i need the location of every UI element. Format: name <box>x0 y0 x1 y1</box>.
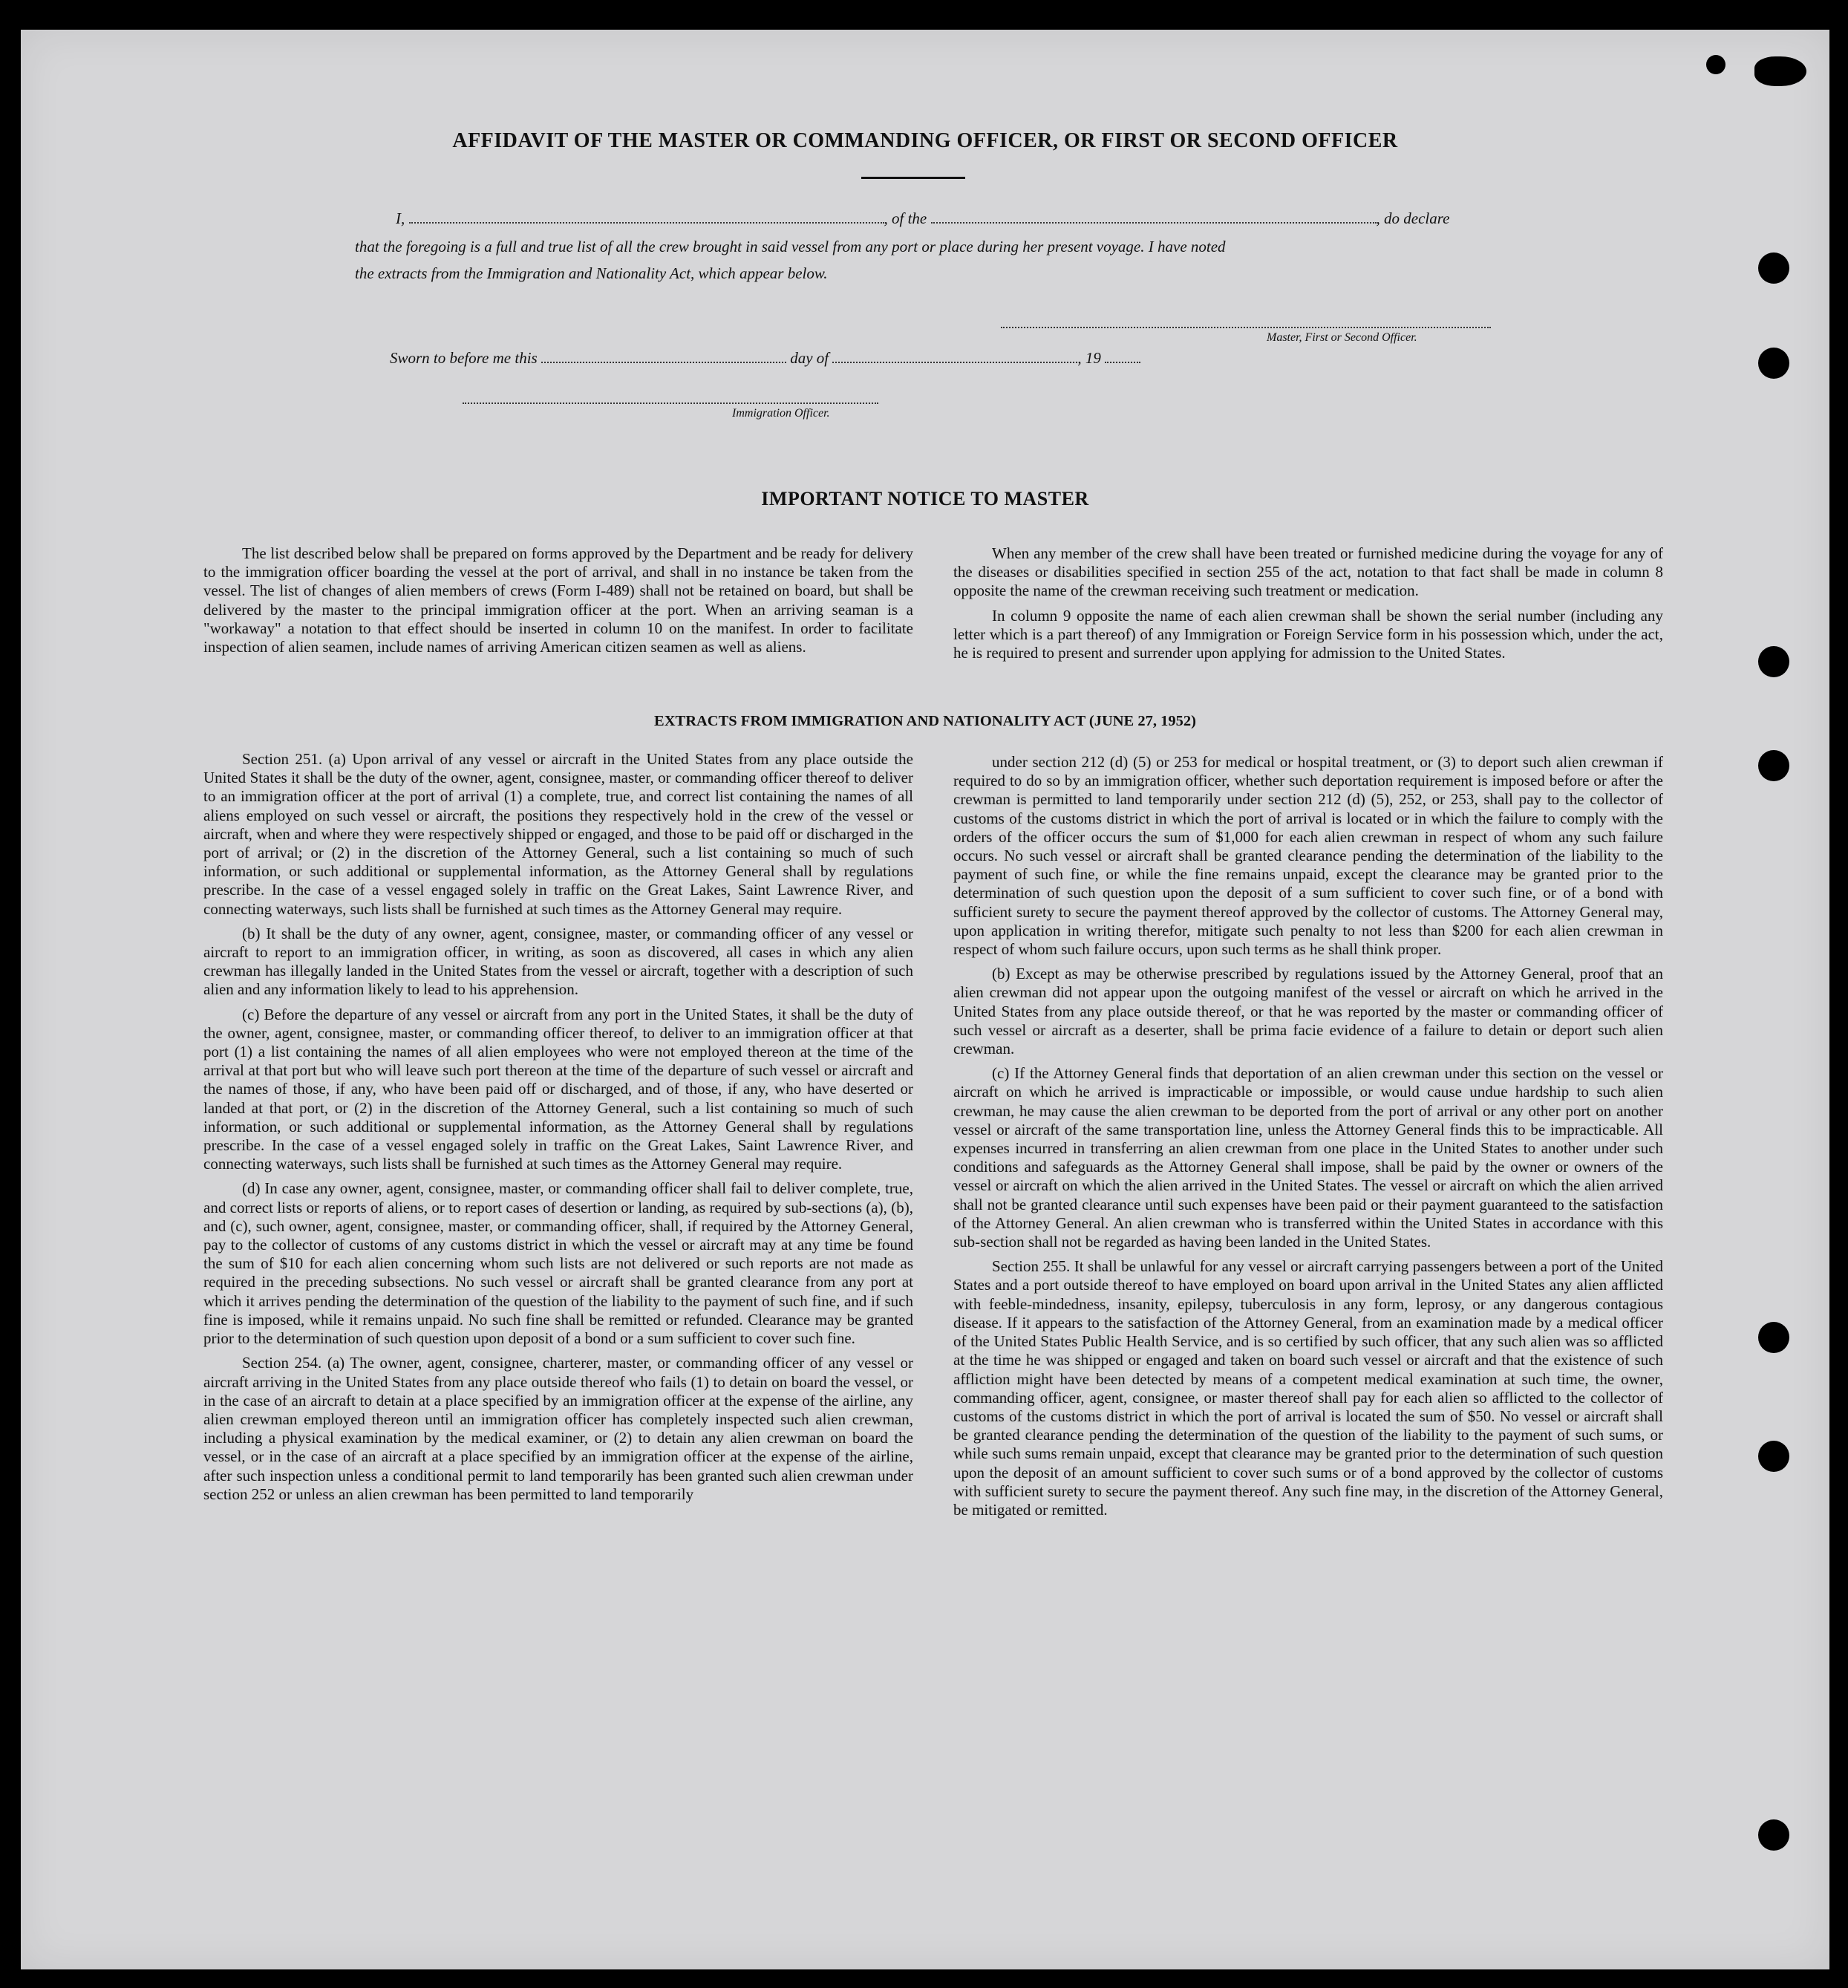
sworn-line <box>390 349 1140 368</box>
extract-paragraph: (b) Except as may be otherwise prescribed by regulations issued by the Attorney General, proof that an alien crewman did not appear upon the outgoing manifest of the vessel or aircraft on which he arrived in the United States from any place outside thereof, or that he was reported by the master or commanding officer of such vessel or aircraft as a deserter, shall be prima facie evidence of a failure to detain or deport such alien crewman. <box>953 965 1663 1058</box>
extracts-left-column <box>203 750 913 1510</box>
title-rule <box>861 177 965 179</box>
binder-hole <box>1758 252 1789 284</box>
notice-paragraph: In column 9 opposite the name of each alien crewman shall be shown the serial number (including any letter which is a part thereof) of any Immigration or Foreign Service form in his possession which, under the act, he is required to present and surrender upon applying for admission to the United States. <box>953 606 1663 662</box>
extracts-title: EXTRACTS FROM IMMIGRATION AND NATIONALITY ACT (JUNE 27, 1952) <box>654 713 1196 729</box>
extract-paragraph: (c) If the Attorney General finds that deportation of an alien crewman under this section on the vessel or aircraft on which he arrived is impracticable or impossible, or would cause undue hardship to such alien crewman, he may cause the alien crewman to be deported from the port of arrival or any other port on another vessel or aircraft of the same transportation line, unless the Attorney General finds this to be impracticable. All expenses incurred in transferring an alien crewman from one place in the United States to another under such conditions and safeguards as the Attorney General shall impose, shall be paid by the owner or owners of the vessel or aircraft on which the alien arrived in the United States. The vessel or aircraft on which the alien arrived shall not be granted clearance until such expenses have been paid or their payment guaranteed to the satisfaction of the Attorney General. An alien crewman who is transferred within the United States in accordance with this sub-section shall not be regarded as having been landed in the United States. <box>953 1064 1663 1251</box>
sworn-year-field[interactable] <box>1105 360 1140 363</box>
of-the-label: , of the <box>884 209 927 227</box>
binder-hole <box>1758 646 1789 677</box>
sworn-month-field[interactable] <box>832 360 1077 363</box>
binder-hole <box>1758 348 1789 379</box>
extracts-right-column <box>953 753 1663 1525</box>
notice-left-column <box>203 544 913 662</box>
extract-paragraph: (c) Before the departure of any vessel or aircraft from any port in the United States, it shall be the duty of the owner, agent, consignee, master, or commanding officer thereof, to deliver to an immigration officer at that port (1) a list containing the names of all alien employees who were not employed thereon at the time of the arrival at that port but who will leave such port thereon at the time of the departure of such vessel or aircraft and the names of those, if any, who have been paid off or discharged, and of those, if any, who have deserted or landed at that port, or (2) in the discretion of the Attorney General, such a list containing so much of such information, or such additional or supplemental information, as the Attorney General shall by regulations prescribe. In the case of a vessel engaged solely in traffic on the Great Lakes, Saint Lawrence River, and connecting waterways, such lists shall be furnished at such times as the Attorney General may require. <box>203 1005 913 1173</box>
notice-paragraph: The list described below shall be prepared on forms approved by the Department and be ready for delivery to the immigration officer boarding the vessel at the port of arrival, and shall in no instance be taken from the vessel. The list of changes of alien members of crews (Form I-489) shall not be retained on board, but shall be delivered by the master to the principal immigration officer at the port. When an arriving seaman is a "workaway" a notation to that effect should be inserted in column 10 on the manifest. In order to facilitate inspection of alien seamen, include names of arriving American citizen seamen as well as aliens. <box>203 544 913 656</box>
sworn-day-field[interactable] <box>541 360 786 363</box>
notice-title: IMPORTANT NOTICE TO MASTER <box>761 488 1089 509</box>
i-label: I, <box>396 209 405 227</box>
statement-line-1: that the foregoing is a full and true list of all the crew brought in said vessel from any port or place during her present voyage. I have noted <box>355 238 1226 255</box>
master-signature-field[interactable] <box>1001 325 1491 328</box>
day-of-label: day of <box>790 349 829 367</box>
do-declare-label: , do declare <box>1376 209 1450 227</box>
extract-paragraph: (d) In case any owner, agent, consignee, master, or commanding officer shall fail to deliver complete, true, and correct lists or reports of aliens, or to report cases of desertion or landing, as required by sub-sections (a), (b), and (c), such owner, agent, consignee, master, or commanding officer, shall, if required by the Attorney General, pay to the collector of customs of any customs district in which the vessel or aircraft may at any time be found the sum of $10 for each alien concerning whom such lists are not delivered or such reports are not made as required in the preceding subsections. No such vessel or aircraft shall be granted clearance from any port at which it arrives pending the determination of the question of the liability to the payment of such fine, and if such fine is imposed, while it remains unpaid. No such fine shall be remitted or refunded. Clearance may be granted prior to the determination of such question upon deposit of a bond or a sum sufficient to cover such fine. <box>203 1179 913 1348</box>
master-signature-label: Master, First or Second Officer. <box>1267 331 1417 344</box>
binder-hole <box>1758 1441 1789 1472</box>
notice-paragraph: When any member of the crew shall have been treated or furnished medicine during the voyage for any of the diseases or disabilities specified in section 255 of the act, notation to that fact shall be made in column 8 opposite the name of the crewman receiving such treatment or medication. <box>953 544 1663 600</box>
sworn-label: Sworn to before me this <box>390 349 538 367</box>
statement-line-2: the extracts from the Immigration and Nationality Act, which appear below. <box>355 264 828 282</box>
binder-hole <box>1754 56 1806 86</box>
binder-hole <box>1706 55 1725 74</box>
binder-hole <box>1758 1819 1789 1851</box>
declaration-line <box>396 209 1517 228</box>
notice-right-column <box>953 544 1663 668</box>
extract-paragraph: Section 254. (a) The owner, agent, consignee, charterer, master, or commanding officer of any vessel or aircraft arriving in the United States from any place outside thereof who fails (1) to detain on board the vessel, or in the case of an aircraft to detain at a place specified by an immigration officer at the expense of the airline, any alien crewman employed thereon until an immigration officer has completely inspected such alien crewman, including a physical examination by the medical examiner, or (2) to detain any alien crewman on board the vessel, or in the case of an aircraft at a place specified by an immigration officer at the expense of the airline, after such inspection unless a conditional permit to land temporarily has been granted such alien crewman under section 252 or unless an alien crewman has been permitted to land temporarily <box>203 1354 913 1503</box>
document-page <box>21 30 1829 1969</box>
officer-signature-label: Immigration Officer. <box>732 407 830 420</box>
extract-paragraph: Section 251. (a) Upon arrival of any vessel or aircraft in the United States from any place outside the United States it shall be the duty of the owner, agent, consignee, master, or commanding officer thereof to deliver to an immigration officer at the port of arrival (1) a complete, true, and correct list containing the names of all aliens employed on such vessel or aircraft, the positions they respectively hold in the crew of the vessel or aircraft, when and where they were respectively shipped or engaged, and those to be paid off or discharged in the port of arrival; or (2) in the discretion of the Attorney General, such a list containing so much of such information, or such additional or supplemental information, as the Attorney General shall by regulations prescribe. In the case of a vessel engaged solely in traffic on the Great Lakes, Saint Lawrence River, and connecting waterways, such lists shall be furnished at such times as the Attorney General may require. <box>203 750 913 918</box>
extract-paragraph: under section 212 (d) (5) or 253 for medical or hospital treatment, or (3) to deport such alien crewman if required to do so by an immigration officer, whether such deportation requirement is imposed before or after the crewman is permitted to land temporarily under section 212 (d) (5), 252, or 253, shall pay to the collector of customs of the customs district in which the port of arrival is located or in which the failure to comply with the orders of the officer occurs the sum of $1,000 for each alien crewman in respect of whom any such failure occurs. No such vessel or aircraft shall be granted clearance pending the determination of the liability to the payment of such fine, or while the fine remains unpaid, except the clearance may be granted prior to the determination of such question upon the deposit of a sum sufficient to cover such fine, or of a bond with sufficient surety to secure the payment thereof approved by the collector of customs. The Attorney General may, upon application in writing therefor, mitigate such penalty to not less than $200 for each alien crewman in respect of whom such failure occurs, upon such terms as he shall think proper. <box>953 753 1663 959</box>
extract-paragraph: Section 255. It shall be unlawful for any vessel or aircraft carrying passengers between a port of the United States and a port outside thereof to have employed on board upon arrival in the United States any alien afflicted with feeble-mindedness, insanity, epilepsy, tuberculosis in any form, leprosy, or any dangerous contagious disease. If it appears to the satisfaction of the Attorney General, from an examination made by a medical officer of the United States Public Health Service, and is so certified by such officer, that any such alien was so afflicted at the time he was shipped or engaged and taken on board such vessel or aircraft and that the existence of such affliction might have been detected by means of a competent medical examination at such time, the owner, commanding officer, agent, consignee, or master thereof shall pay for each alien so afflicted to the collector of customs of the customs district in which the port of arrival is located the sum of $50. No vessel or aircraft shall be granted clearance pending the determination of the question of the liability to the payment of such sums, or while such sums remain unpaid, except that clearance may be granted prior to the determination of such question upon the deposit of an amount sufficient to cover such sums or of a bond approved by the collector of customs with sufficient surety to secure the payment thereof. Any such fine may, in the discretion of the Attorney General, be mitigated or remitted. <box>953 1257 1663 1519</box>
binder-hole <box>1758 750 1789 781</box>
name-field[interactable] <box>409 221 884 224</box>
officer-signature-field[interactable] <box>463 401 878 404</box>
vessel-field[interactable] <box>931 221 1377 224</box>
affidavit-title: AFFIDAVIT OF THE MASTER OR COMMANDING OFFICER, OR FIRST OR SECOND OFFICER <box>452 129 1398 152</box>
extract-paragraph: (b) It shall be the duty of any owner, agent, consignee, master, or commanding officer of any vessel or aircraft to report to an immigration officer, in writing, as soon as discovered, all cases in which any alien crewman has illegally landed in the United States from the vessel or aircraft, together with a description of such alien and any information likely to lead to his apprehension. <box>203 924 913 999</box>
binder-hole <box>1758 1322 1789 1353</box>
year-label: , 19 <box>1077 349 1101 367</box>
